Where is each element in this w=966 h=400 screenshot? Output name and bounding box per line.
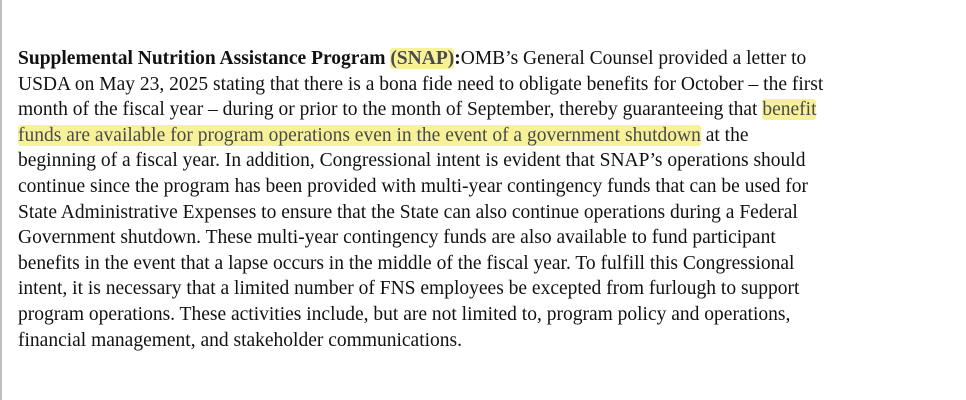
line-text: month of the fiscal year – during or prior to the month of September, thereby guaranteeing that bbox=[18, 99, 763, 121]
heading-colon: : bbox=[454, 48, 461, 69]
paragraph-line-6: continue since the program has been provided with multi-year contingency funds that can be used for bbox=[18, 175, 809, 197]
paragraph-line-5: beginning of a fiscal year. In addition, Congressional intent is evident that SNAP’s operations should bbox=[18, 150, 806, 172]
paragraph-line-4 bbox=[18, 123, 954, 149]
paragraph-line-1 bbox=[18, 46, 954, 72]
paragraph-line-8: Government shutdown. These multi-year contingency funds are also available to fund participant bbox=[18, 227, 776, 249]
program-heading: Supplemental Nutrition Assistance Program bbox=[18, 48, 391, 69]
line-text: at the bbox=[700, 124, 749, 146]
paragraph-line-7: State Administrative Expenses to ensure that the State can also continue operations during a Federal bbox=[18, 201, 798, 223]
paragraph-line-12: financial management, and stakeholder communications. bbox=[18, 329, 463, 351]
paragraph-line-3 bbox=[18, 97, 954, 123]
highlighted-text: benefit bbox=[762, 99, 817, 121]
paragraph-line-2: USDA on May 23, 2025 stating that there is a bona fide need to obligate benefits for October – the first bbox=[18, 73, 824, 95]
highlighted-text: funds are available for program operations even in the event of a government shutdown bbox=[18, 124, 701, 146]
line-text: OMB’s General Counsel provided a letter to bbox=[460, 48, 807, 69]
paragraph-line-9: benefits in the event that a lapse occurs in the middle of the fiscal year. To fulfill this Congressional bbox=[18, 252, 795, 274]
paragraph-line-10: intent, it is necessary that a limited number of FNS employees be excepted from furlough to support bbox=[18, 278, 800, 300]
paragraph-line-11: program operations. These activities include, but are not limited to, program policy and operations, bbox=[18, 303, 791, 325]
snap-paragraph bbox=[18, 46, 954, 353]
snap-acronym-highlight: (SNAP) bbox=[390, 48, 455, 69]
